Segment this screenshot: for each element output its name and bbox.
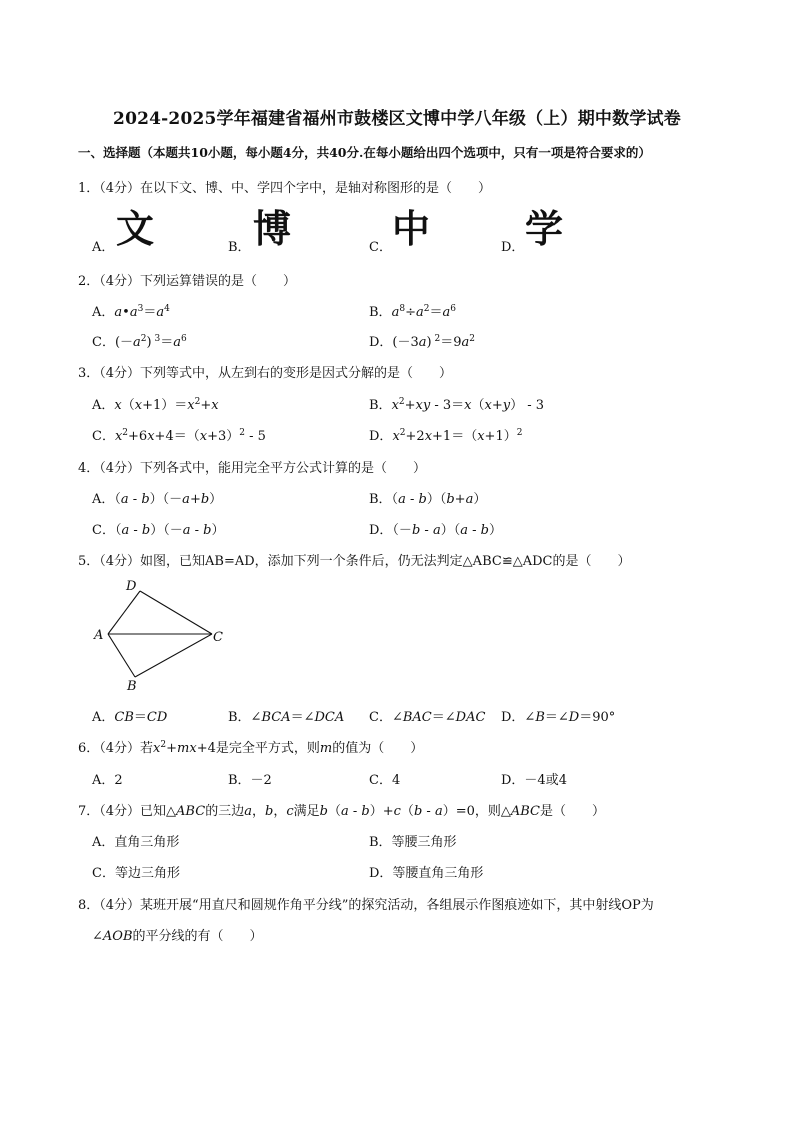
page-title: 2024-2025学年福建省福州市鼓楼区文博中学八年级（上）期中数学试卷 xyxy=(113,109,681,129)
q4-option-b: B．（a - b）（b+a） xyxy=(369,492,487,507)
q5-quadrilateral-figure xyxy=(88,575,238,695)
section-heading: 一、选择题（本题共10小题，每小题4分，共40分.在每小题给出四个选项中，只有一项是符合要求的） xyxy=(78,145,651,160)
q1-option-d-label: D． xyxy=(501,240,525,255)
q5-label-b: B xyxy=(127,679,137,694)
q1-option-b-char: 博 xyxy=(253,207,292,251)
q5-label-d: D xyxy=(126,579,137,594)
q7-option-d: D．等腰直角三角形 xyxy=(369,866,484,881)
q2-option-b: B．$a^8\div a^2=a^6$ xyxy=(369,304,456,320)
q5-option-a: A．CB＝CD xyxy=(92,710,168,725)
q1-option-a-char: 文 xyxy=(116,207,155,251)
q5-label-c: C xyxy=(213,630,223,645)
question-2-stem: 2．（4分）下列运算错误的是（ ） xyxy=(78,274,297,289)
q6-option-b: B．－2 xyxy=(228,773,272,788)
question-3-stem: 3．（4分）下列等式中，从左到右的变形是因式分解的是（ ） xyxy=(78,366,453,381)
question-7-stem: 7．（4分）已知△ABC的三边a，b，c满足b（a - b）+c（b - a）=0，则△ABC是（ ） xyxy=(78,804,606,819)
question-8-stem-line-2: ∠AOB的平分线的有（ ） xyxy=(92,929,263,944)
q1-option-d-char: 学 xyxy=(525,207,564,251)
q1-option-b-label: B． xyxy=(228,240,251,255)
q1-option-a-label: A． xyxy=(92,240,115,255)
q7-option-b: B．等腰三角形 xyxy=(369,835,457,850)
q1-option-c-label: C． xyxy=(369,240,392,255)
q7-option-c: C．等边三角形 xyxy=(92,866,180,881)
q6-option-a: A．2 xyxy=(92,773,123,788)
q3-option-d: D．$x^2+2x+1=(x+1)^2$ xyxy=(369,428,523,444)
question-5-stem: 5．（4分）如图，已知AB=AD，添加下列一个条件后，仍无法判定△ABC≌△ADC的是（ ） xyxy=(78,554,631,569)
q5-label-a: A xyxy=(94,628,104,643)
q6-option-d: D．－4或4 xyxy=(501,773,567,788)
q2-option-d: D．(－3a) $^2=9a^2$ xyxy=(369,334,475,350)
q3-option-b: B．$x^2+xy - 3=x(x+y) - 3$ xyxy=(369,397,545,413)
q1-option-c-char: 中 xyxy=(392,207,431,251)
q2-option-c: C．$(-a^2)$ $^3=a^6$ xyxy=(92,334,187,350)
question-4-stem: 4．（4分）下列各式中，能用完全平方公式计算的是（ ） xyxy=(78,461,427,476)
q7-option-a: A．直角三角形 xyxy=(92,835,180,850)
q4-option-c: C．（a - b）（－a - b） xyxy=(92,523,225,538)
question-6-stem: 6．（4分）若$x^2+mx+4$是完全平方式，则m的值为（ ） xyxy=(78,740,424,756)
q2-option-a: A．$a•a^3=a^4$ xyxy=(92,304,170,320)
q4-option-a: A．（a - b）（－a+b） xyxy=(92,492,223,507)
question-8-stem-line-1: 8．（4分）某班开展“用直尺和圆规作角平分线”的探究活动，各组展示作图痕迹如下，其中射线OP为 xyxy=(78,898,654,913)
q5-option-c: C．∠BAC＝∠DAC xyxy=(369,710,486,725)
q3-option-a: A．$x(x+1)=x^2+x$ xyxy=(92,397,219,413)
q6-option-c: C．4 xyxy=(369,773,401,788)
q5-option-d: D．∠B＝∠D＝90° xyxy=(501,710,616,725)
q3-option-c: C．$x^2+6x+4=(x+3)^2 - 5$ xyxy=(92,428,266,444)
q4-option-d: D．（－b - a）（a - b） xyxy=(369,523,502,538)
q5-option-b: B．∠BCA＝∠DCA xyxy=(228,710,345,725)
question-1-stem: 1．（4分）在以下文、博、中、学四个字中，是轴对称图形的是（ ） xyxy=(78,181,492,196)
